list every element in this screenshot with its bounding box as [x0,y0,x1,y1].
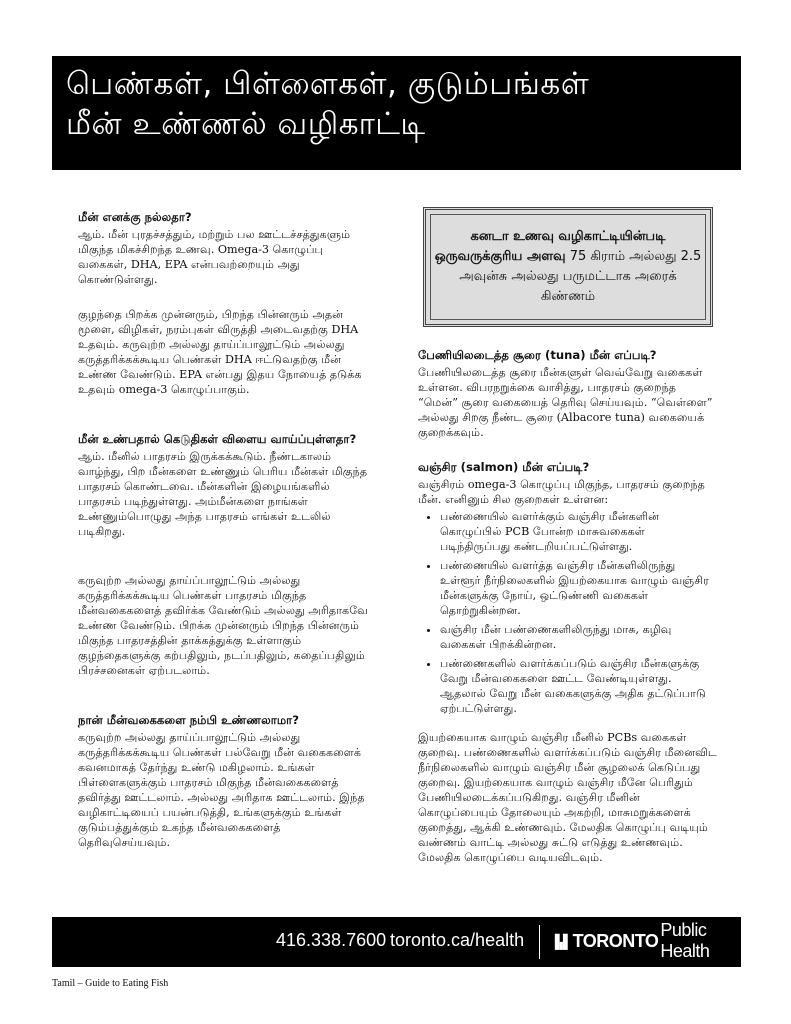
list-item: • வஞ்சிர மீன் பண்ணைகளிலிருந்து மாசு, கழிவு வகைகள் பிறக்கின்றன. [440,622,718,652]
header-banner [52,56,741,170]
section-salmon [418,460,718,865]
section-heading: நான் மீன்வகைகளை நம்பி உண்ணலாமா? [78,713,299,727]
paragraph: இயற்கையாக வாழும் வஞ்சிர மீனில் PCBs வகைகள் குறைவு. பண்ணைகளில் வளர்க்கப்படும் வஞ்சிர மீனைவிட நீர்நிலைகளில் வாழும் வஞ்சிர மீன் சூழலைக் கெடுப்பது குறைவு. இயற்கையாக வாழும் வஞ்சிர மீனே பெரிதும் பேணியிலடைக்கப்படுகிறது. வஞ்சிர மீனின் கொழுப்பையும் தோலையும் அகற்றி, மாசுமறுக்களைக் குறைத்து, ஆக்கி உண்ணவும். மேலதிக கொழுப்பு வடியும் வண்ணம் வாட்டி அல்லது சுட்டு எடுத்து உண்ணவும். மேலதிக கொழுப்பை வடியவிடவும். [418,731,717,864]
list-item: • பண்ணையில் வளர்த்த வஞ்சிர மீன்களிலிருந்து உள்ளூர் நீர்நிலைகளில் இயற்கையாக வாழும் வஞ்சிர மீன்களுக்கு நோய், ஒட்டுண்ணி வகைகள் தொற்றுகின்றன. [440,558,718,618]
section-harms [78,432,368,678]
paragraph: வஞ்சிரம் omega-3 கொழுப்பு மிகுந்த, பாதரசம் குறைந்த மீன். எனினும் சில குறைகள் உள்ளன: [418,478,705,506]
list-item: • பண்ணைகளில் வளர்க்கப்படும் வஞ்சிர மீன்களுக்கு வேறு மீன்வகைகளை ஊட்ட வேண்டியுள்ளது. ஆதலால் வேறு மீன் வகைகளுக்கு அதிக தட்டுப்பாடு ஏற்பட்டுள்ளது. [440,656,718,716]
logo-sub-text: Public Health [660,920,710,961]
paragraph: கருவுற்ற அல்லது தாய்ப்பாலூட்டும் அல்லது கருத்தரிக்கக்கூடிய பெண்கள் பாதரசம் மிகுந்த மீன்வகைகளைத் தவிர்க்க வேண்டும் அல்லது அரிதாகவே உண்ண வேண்டும். பிறக்க முன்னரும் பிறந்த பின்னரும் மிகுந்த பாதரசத்தின் தாக்கத்துக்கு உள்ளாகும் குழந்தைகளுக்கு கற்பதிலும், நடப்பதிலும், கதைப்பதிலும் பிரச்சனைகள் ஏற்படலாம். [78,574,368,677]
logo-brand-text: TORONTO [572,930,659,951]
right-column [418,348,718,900]
callout-bold-text: கனடா உணவு வழிகாட்டியின்படி ஒருவருக்குரிய அளவு [434,229,666,264]
website-link[interactable]: toronto.ca/health [390,930,525,950]
phone-number[interactable]: 416.338.7600 [276,930,387,950]
paragraph: ஆம். மீனில் பாதரசம் இருக்கக்கூடும். நீண்டகாலம் வாழ்ந்து, பிற மீன்களை உண்ணும் பெரிய மீன்கள் மிகுந்த பாதரசம் கொண்டவை. மீன்களின் இழையங்களில் பாதரசம் படிந்துள்ளது. அம்மீன்களை நாங்கள் உண்ணும்பொழுது அந்த பாதரசம் எங்கள் உடலில் படிகிறது. [78,450,368,538]
section-tuna [418,348,718,440]
toronto-public-health-logo [554,920,741,961]
list-item: • பண்ணையில் வளர்க்கும் வஞ்சிர மீன்களின் கொழுப்பில் PCB போன்ற மாசுவகைகள் படிந்திருப்பது கண்டறியப்பட்டுள்ளது. [440,509,718,554]
footer-banner [52,917,741,967]
paragraph: பேணியிலடைத்த சூரை மீன்களுள் வெவ்வேறு வகைகள் உள்ளன. விபரநறுக்கை வாசித்து, பாதரசம் குறைந்த “மென்” சூரை வகையைத் தெரிவு செய்யவும். “வெள்ளை” அல்லது சிறகு நீண்ட சூரை (Albacore tuna) வகையைக் குறைக்கவும். [418,366,713,439]
footer-divider [539,925,540,959]
section-heading: வஞ்சிர (salmon) மீன் எப்படி? [418,460,590,474]
section-heading: பேணியிலடைத்த சூரை (tuna) மீன் எப்படி? [418,348,657,362]
section-heading: மீன் எனக்கு நல்லதா? [78,210,192,224]
section-can-i-eat [78,713,368,850]
serving-size-callout [423,207,713,327]
salmon-concerns-list [418,509,718,716]
section-is-fish-good [78,210,368,397]
city-hall-icon [554,930,569,952]
callout-text [430,214,706,320]
paragraph: குழந்தை பிறக்க முன்னரும், பிறந்த பின்னரும் அதன் மூளை, விழிகள், நரம்புகள் விருத்தி அடைவதற்கு DHA உதவும். கருவுற்ற அல்லது தாய்ப்பாலூட்டும் அல்லது கருத்தரிக்கக்கூடிய பெண்கள் DHA ஈட்டுவதற்கு மீன் உண்ண வேண்டும். EPA என்பது இதய நோயைத் தடுக்க உதவும் omega-3 கொழுப்பாகும். [78,308,362,396]
document-caption: Tamil – Guide to Eating Fish [52,978,169,989]
section-heading: மீன் உண்பதால் கெடுதிகள் விளைய வாய்ப்புள்ளதா? [78,432,357,446]
left-column [78,210,368,885]
callout-rest-text: 75 கிராம் அல்லது 2.5 அவுன்சு அல்லது பருமட்டாக அரைக் கிண்ணம் [459,249,702,304]
paragraph: ஆம். மீன் புரதச்சத்தும், மற்றும் பல ஊட்டச்சத்துகளும் மிகுந்த மிகச்சிறந்த உணவு. Omega-3 கொழுப்பு வகைகள், DHA, EPA என்பவற்றையும் அது கொண்டுள்ளது. [78,228,351,286]
page-title: பெண்கள், பிள்ளைகள், குடும்பங்கள் மீன் உண்ணல் வழிகாட்டி [66,66,590,142]
paragraph: கருவுற்ற அல்லது தாய்ப்பாலூட்டும் அல்லது கருத்தரிக்கக்கூடிய பெண்கள் பல்வேறு மீன் வகைகளைக் கவனமாகத் தேர்ந்து உண்டு மகிழலாம். உங்கள் பிள்ளைகளுக்கும் பாதரசம் மிகுந்த மீன்வகைகளைத் தவிர்த்து ஊட்டலாம். அல்லது அரிதாக ஊட்டலாம். இந்த வழிகாட்டியைப் பயன்படுத்தி, உங்களுக்கும் உங்கள் குடும்பத்துக்கும் உகந்த மீன்வகைகளைத் தெரிவுசெய்யவும். [78,731,365,849]
